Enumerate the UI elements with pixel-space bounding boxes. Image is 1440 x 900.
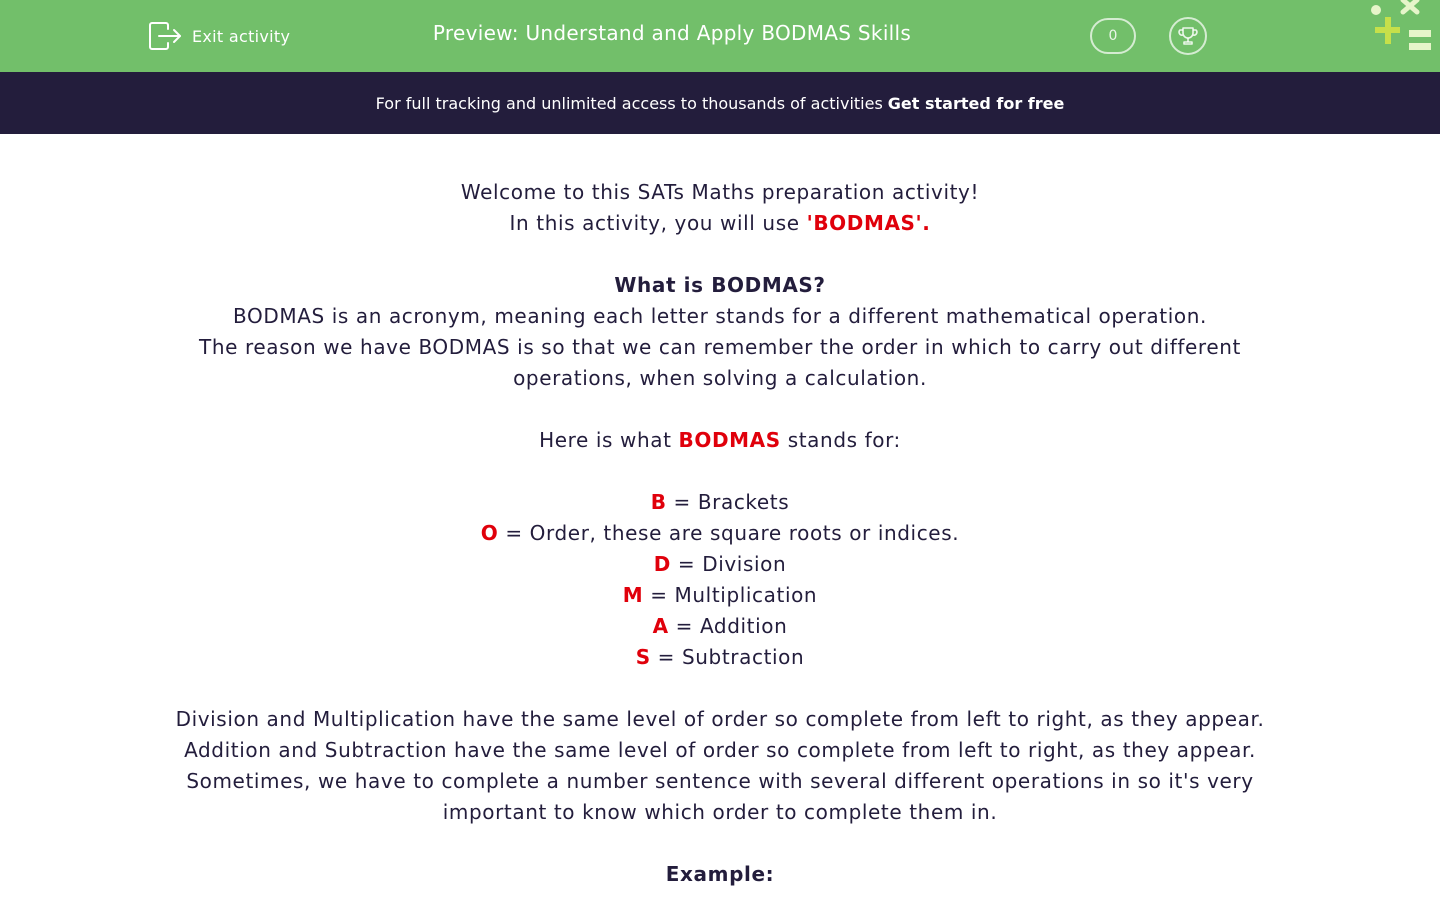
rule-order-importance: Sometimes, we have to complete a number sentence with several different operations in so it's very important to know which order to complete them in. [186,769,1254,824]
exit-icon [148,21,182,51]
stands-for-line: Here is what BODMAS stands for: [539,428,901,452]
logo-icon [1365,0,1440,60]
activity-intro [160,177,1280,890]
top-bar [0,0,1440,72]
exit-activity-label: Exit activity [192,26,291,46]
bodmas-highlight: BODMAS [678,428,781,452]
letter-row-m: M = Multiplication [622,583,818,607]
trophy-icon [1177,25,1199,47]
section-heading: What is BODMAS? [614,273,826,297]
intro-bodmas-line: In this activity, you will use 'BODMAS'. [509,211,931,235]
bodmas-highlight: 'BODMAS'. [806,211,931,235]
exit-activity-button[interactable] [148,18,290,54]
intro-line: Welcome to this SATs Maths preparation activity! [460,180,980,204]
example-heading: Example: [665,862,775,886]
letter-row-a: A = Addition [652,614,788,638]
upsell-banner [0,72,1440,134]
definition-paragraph: BODMAS is an acronym, meaning each letter stands for a different mathematical operation. [233,304,1207,328]
page-title: Preview: Understand and Apply BODMAS Skills [432,21,912,45]
score-counter: 0 [1090,18,1136,54]
trophy-button[interactable] [1169,17,1207,55]
letter-row-b: B = Brackets [650,490,790,514]
get-started-link[interactable]: Get started for free [887,93,1065,113]
letter-row-o: O = Order, these are square roots or indices. [480,521,960,545]
letter-row-d: D = Division [653,552,787,576]
banner-text: For full tracking and unlimited access to thousands of activities [375,93,883,113]
rule-addition-subtraction: Addition and Subtraction have the same level of order so complete from left to right, as they appear. [184,738,1256,762]
reason-paragraph: The reason we have BODMAS is so that we can remember the order in which to carry out different operations, when solving a calculation. [199,335,1241,390]
letter-row-s: S = Subtraction [635,645,805,669]
rule-division-multiplication: Division and Multiplication have the same level of order so complete from left to right, as they appear. [175,707,1265,731]
